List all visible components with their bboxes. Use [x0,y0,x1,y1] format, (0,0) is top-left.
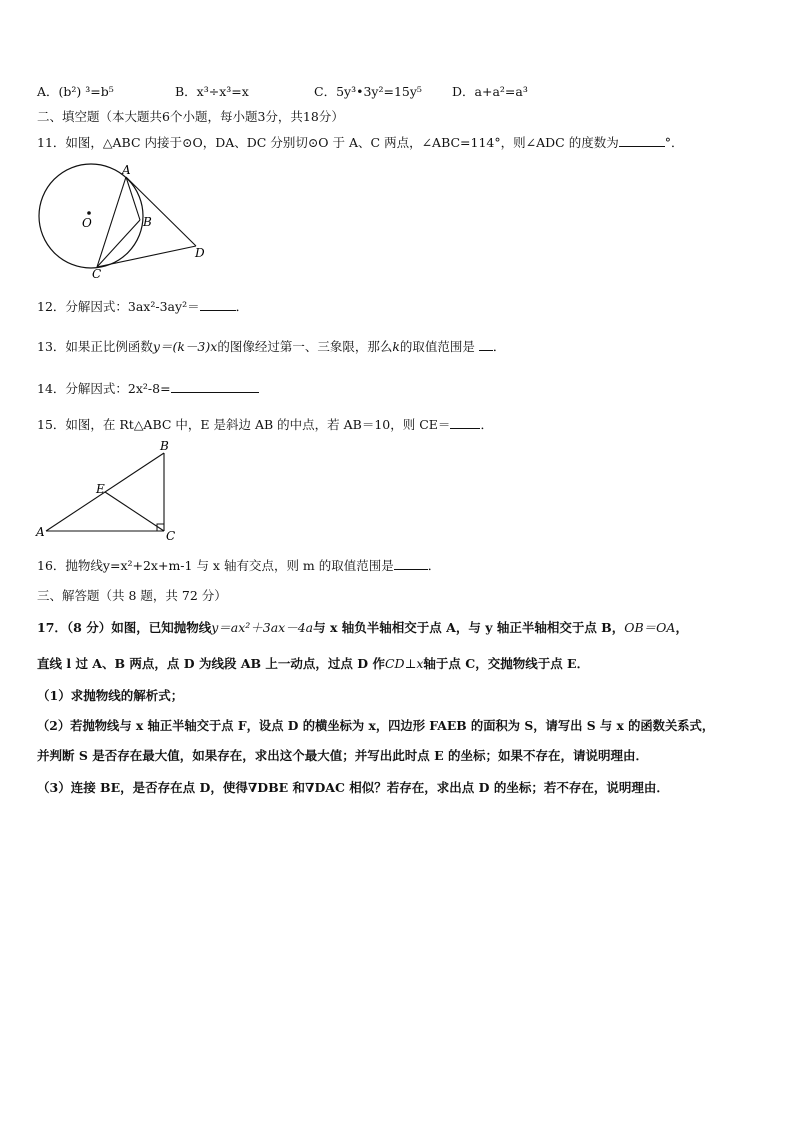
q11-answer-blank[interactable] [619,134,665,147]
q11-center-dot [87,211,91,215]
q15-label-e: E [96,482,105,496]
q17-line2-pre: 直线 l 过 A、B 两点，点 D 为线段 AB 上一动点，过点 D 作 [37,656,385,671]
q12-text: 12．分解因式：3ax²-3ay²＝ [37,299,200,314]
q11-tail: °． [664,135,684,150]
q15-line-ce [105,492,164,531]
question-17-line-2 [37,655,589,673]
q16-text: 16．抛物线y=x²+2x+m-1 与 x 轴有交点，则 m 的取值范围是 [37,558,394,573]
q13-answer-blank[interactable] [479,338,493,351]
q13-text-mid: 的图像经过第一、三象限，那么 [217,339,393,354]
q13-text-post: 的取值范围是 [399,339,475,354]
q17-line1-formula2: OB＝OA [624,620,676,635]
q15-label-c: C [166,529,176,542]
q13-k: k [392,339,400,354]
q17-line1-end: ， [675,620,688,635]
q15-figure [34,440,184,542]
question-14 [37,380,259,398]
q10-option-a: A．(b²) ³=b⁵ [37,84,114,99]
q11-label-d: D [195,246,205,260]
q13-tail: ． [492,339,506,354]
q10-option-d: D．a+a²=a³ [452,84,528,99]
question-11 [37,134,683,152]
q13-formula: y＝(k－3)x [152,339,218,354]
q11-label-a: A [122,163,131,177]
q14-answer-blank[interactable] [171,380,259,393]
section-heading-fill-in: 二、填空题（本大题共6个小题，每小题3分，共18分） [37,109,344,124]
q10-option-b: B．x³÷x³=x [175,84,249,99]
q11-line-da [126,177,196,246]
section-heading-solutions: 三、解答题（共 8 题，共 72 分） [37,588,227,603]
question-15 [37,416,493,434]
q11-text: 11．如图，△ABC 内接于⊙O，DA、DC 分别切⊙O 于 A、C 两点，∠ABC=114°，则∠ADC 的度数为 [37,135,619,150]
q14-text: 14．分解因式：2x²-8= [37,381,171,396]
question-17-part-3: （3）连接 BE，是否存在点 D，使得∇DBE 和∇DAC 相似？若存在，求出点 D 的坐标；若不存在，说明理由． [37,780,669,795]
q11-figure [36,160,216,280]
q11-label-c: C [92,267,102,280]
q17-line2-post: 轴于点 C，交抛物线于点 E． [423,656,590,671]
q15-tail: ． [480,417,493,432]
question-13 [37,338,505,356]
q15-label-a: A [36,525,45,539]
q17-line1-mid: 与 x 轴负半轴相交于点 A，与 y 轴正半轴相交于点 B， [313,620,625,635]
q15-answer-blank[interactable] [450,416,480,429]
q17-line1-formula: y＝ax²＋3ax－4a [211,620,314,635]
q10-option-c: C．5y³•3y²=15y⁵ [314,84,422,99]
q16-tail: ． [427,558,441,573]
q17-line2-formula: CD⊥x [384,656,424,671]
q11-label-b: B [143,215,152,229]
question-17-part-1: （1）求抛物线的解析式； [37,688,184,703]
q15-label-b: B [160,440,169,453]
q10-options [37,83,757,101]
question-17-part-2b: 并判断 S 是否存在最大值，如果存在，求出这个最大值；并写出此时点 E 的坐标；如果不存在，请说明理由． [37,748,648,763]
q11-label-o: O [82,216,92,230]
q16-answer-blank[interactable] [394,557,428,570]
q12-answer-blank[interactable] [200,298,236,311]
q12-tail: ． [235,299,249,314]
question-17-part-2a: （2）若抛物线与 x 轴正半轴交于点 F，设点 D 的横坐标为 x，四边形 FAEB 的面积为 S，请写出 S 与 x 的函数关系式， [37,718,715,733]
question-12 [37,298,248,316]
q11-line-ac [97,177,126,267]
q13-text-pre: 13．如果正比例函数 [37,339,153,354]
question-16 [37,557,440,575]
q15-text: 15．如图，在 Rt△ABC 中，E 是斜边 AB 的中点，若 AB＝10，则 CE＝ [37,417,451,432]
q17-line1-pre: 17．（8 分）如图，已知抛物线 [37,620,212,635]
q11-line-dc [97,246,196,267]
question-17-line-1 [37,619,688,637]
